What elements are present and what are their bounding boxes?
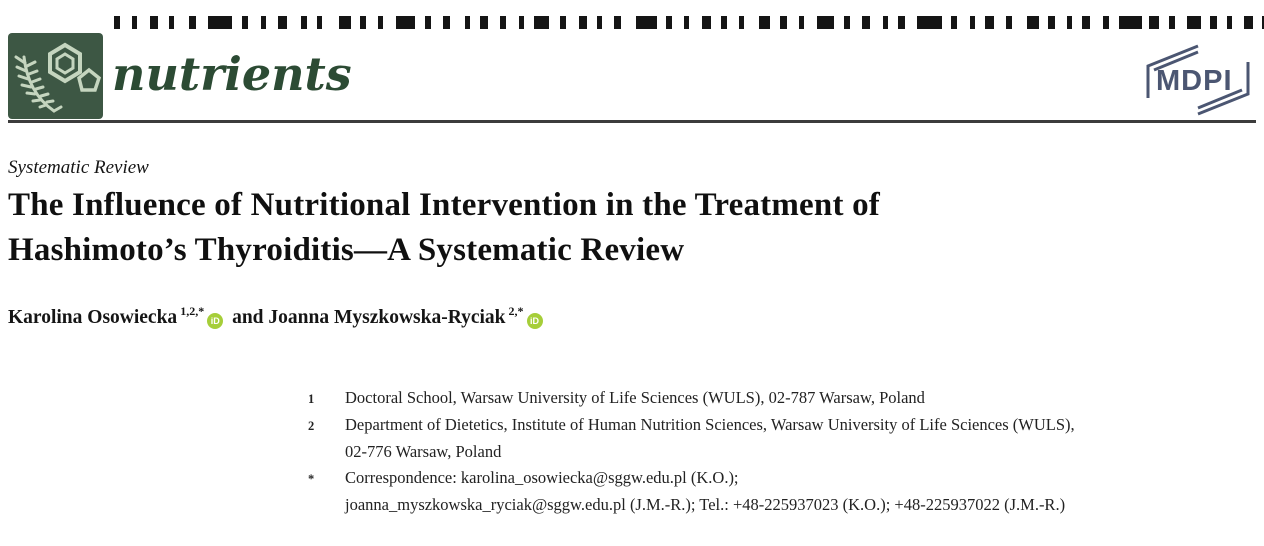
artifact-dash [242, 16, 248, 29]
artifact-dash [1006, 16, 1012, 29]
artifact-dash [970, 16, 975, 29]
affiliation-text: Department of Dietetics, Institute of Human Nutrition Sciences, Warsaw University of Life Sciences (WULS), [345, 415, 1075, 434]
author-1-name: Karolina Osowiecka [8, 307, 178, 328]
artifact-dash [1244, 16, 1253, 29]
artifact-dash [560, 16, 566, 29]
affiliation-marker [308, 439, 345, 465]
artifact-dash [1067, 16, 1072, 29]
artifact-dash [985, 16, 994, 29]
artifact-dash [1169, 16, 1175, 29]
author-joiner: and [227, 307, 269, 328]
artifact-dash [114, 16, 120, 29]
artifact-dash [883, 16, 888, 29]
artifact-dash [261, 16, 266, 29]
author-line [8, 304, 547, 329]
artifact-dash [339, 16, 351, 29]
author-2-affil-sup: 2,* [508, 304, 524, 318]
affiliation-row-2 [308, 412, 1258, 439]
artifact-dash [480, 16, 488, 29]
author-2-name: Joanna Myszkowska-Ryciak [268, 307, 506, 328]
header-divider-rule [8, 120, 1256, 123]
artifact-dash [614, 16, 621, 29]
artifact-dash [1027, 16, 1039, 29]
artifact-dash [443, 16, 450, 29]
artifact-dash [396, 16, 415, 29]
correspondence-marker [308, 492, 345, 518]
artifact-dash [1227, 16, 1232, 29]
artifact-dash [1119, 16, 1142, 29]
artifact-dash [780, 16, 787, 29]
artifact-dash [360, 16, 366, 29]
artifact-dash [1048, 16, 1055, 29]
artifact-dash [721, 16, 727, 29]
correspondence-marker: * [308, 472, 315, 486]
artifact-dash [208, 16, 232, 29]
artifact-dash [636, 16, 657, 29]
artifact-dash [378, 16, 383, 29]
artifact-dash [1210, 16, 1217, 29]
correspondence-text: joanna_myszkowska_ryciak@sggw.edu.pl (J.M.-R.); Tel.: +48-225937023 (K.O.); +48-225937022 (J.M.-R.) [345, 495, 1066, 514]
artifact-dash [951, 16, 957, 29]
article-title-line-1: The Influence of Nutritional Intervention in the Treatment of [8, 187, 880, 223]
affiliation-text: 02-776 Warsaw, Poland [345, 442, 502, 461]
artifact-dash [1082, 16, 1090, 29]
affiliation-marker: 2 [308, 419, 315, 433]
artifact-dash [684, 16, 689, 29]
artifact-dash [666, 16, 672, 29]
author-1-affil-sup: 1,2,* [180, 304, 205, 318]
artifact-dash [817, 16, 834, 29]
artifact-dash [534, 16, 549, 29]
artifact-dash [1149, 16, 1159, 29]
correspondence-text: Correspondence: karolina_osowiecka@sggw.edu.pl (K.O.); [345, 468, 739, 487]
affiliation-row-1 [308, 385, 1258, 412]
wheat-molecule-icon [8, 33, 103, 119]
artifact-dash [132, 16, 137, 29]
correspondence-row [308, 465, 1258, 492]
orcid-icon[interactable]: iD [527, 313, 543, 329]
affiliation-text: Doctoral School, Warsaw University of Life Sciences (WULS), 02-787 Warsaw, Poland [345, 388, 925, 407]
artifact-dash [465, 16, 470, 29]
nutrients-journal-logo[interactable] [8, 33, 103, 119]
artifact-dash [579, 16, 587, 29]
artifact-dash [844, 16, 850, 29]
artifact-dash [759, 16, 770, 29]
artifact-dash [169, 16, 174, 29]
mdpi-wordmark: MDPI [1156, 65, 1233, 97]
artifact-dash [189, 16, 196, 29]
artifact-dash [597, 16, 602, 29]
artifact-dash [301, 16, 307, 29]
artifact-dash [917, 16, 942, 29]
affiliations-block [308, 385, 1258, 518]
article-type-label: Systematic Review [8, 157, 149, 178]
artifact-dash [317, 16, 322, 29]
correspondence-row-continued [308, 492, 1258, 518]
artifact-dash [702, 16, 711, 29]
orcid-icon[interactable]: iD [207, 313, 223, 329]
artifact-dash [862, 16, 870, 29]
artifact-dash [1187, 16, 1201, 29]
affiliation-marker: 1 [308, 392, 315, 406]
affiliation-row-2-continued [308, 439, 1258, 465]
mdpi-logo[interactable] [1138, 44, 1258, 116]
artifact-dash [150, 16, 158, 29]
artifact-dash [425, 16, 431, 29]
artifact-dash [1103, 16, 1109, 29]
artifact-dash [739, 16, 744, 29]
artifact-dash [500, 16, 506, 29]
artifact-dash [799, 16, 804, 29]
artifact-dash [898, 16, 905, 29]
artifact-dash [278, 16, 287, 29]
scan-artifact-dashes [114, 16, 1264, 29]
article-title [8, 183, 1108, 273]
journal-wordmark: nutrients [112, 47, 352, 101]
article-title-line-2: Hashimoto’s Thyroiditis—A Systematic Review [8, 232, 685, 268]
artifact-dash [519, 16, 524, 29]
